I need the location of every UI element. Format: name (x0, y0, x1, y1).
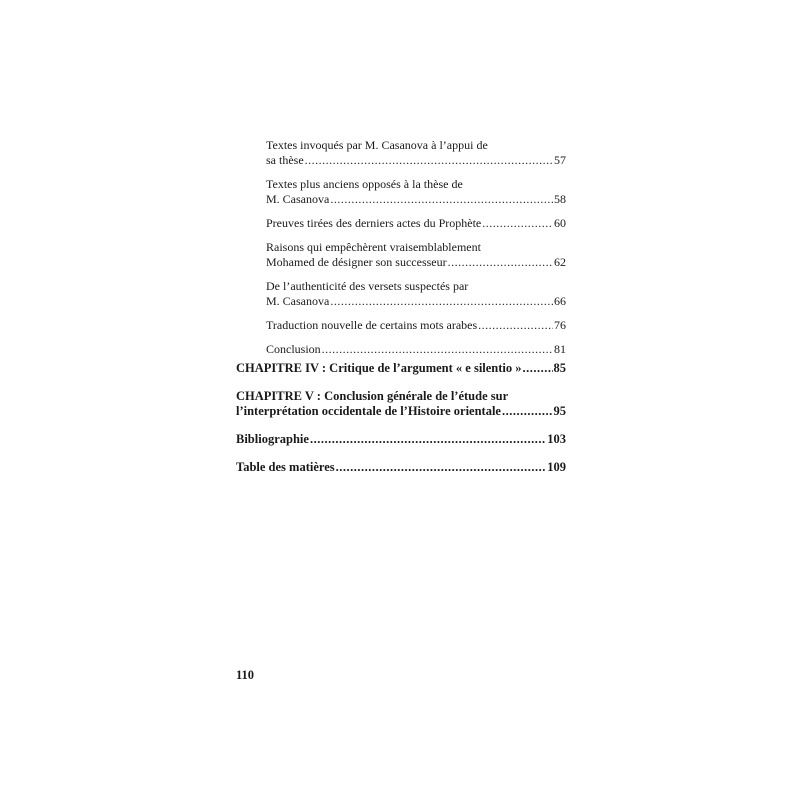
toc-entry-title-line1: Textes plus anciens opposés à la thèse de (266, 177, 463, 191)
toc-entry-title-line1: Raisons qui empêchèrent vraisemblablement (266, 240, 481, 254)
toc-page-number: 57 (554, 153, 566, 167)
toc-entry-textes-invoques[interactable] (266, 138, 566, 168)
leader-dots (330, 294, 553, 309)
table-of-contents (236, 138, 566, 475)
leader-dots (478, 318, 553, 333)
toc-page-number: 60 (554, 216, 566, 230)
toc-entry-title: M. Casanova (266, 192, 330, 206)
toc-entry-conclusion[interactable] (266, 342, 566, 357)
toc-entry-title: Bibliographie (236, 432, 309, 446)
toc-page-number: 62 (554, 255, 566, 269)
toc-entry-textes-anciens[interactable] (266, 177, 566, 207)
toc-entry-raisons[interactable] (266, 240, 566, 270)
toc-entry-title: l’interprétation occidentale de l’Histoire orientale (236, 404, 501, 418)
toc-entry-title: Mohamed de désigner son successeur (266, 255, 447, 269)
leader-dots (523, 361, 553, 376)
toc-page-number: 85 (553, 361, 566, 375)
toc-page-number: 109 (547, 460, 566, 474)
toc-entry-title: M. Casanova (266, 294, 330, 308)
toc-page-number: 95 (553, 404, 566, 418)
toc-entry-traduction[interactable] (266, 318, 566, 333)
toc-entry-title-line1: CHAPITRE V : Conclusion générale de l’étude sur (236, 389, 509, 403)
toc-page-number: 103 (547, 432, 566, 446)
toc-page-number: 66 (554, 294, 566, 308)
toc-entry-title-line1: Textes invoqués par M. Casanova à l’appui de (266, 138, 488, 152)
toc-entry-title: Preuves tirées des derniers actes du Prophète (266, 216, 482, 230)
leader-dots (502, 404, 553, 419)
leader-dots (330, 192, 553, 207)
toc-page-number: 58 (554, 192, 566, 206)
toc-entry-preuves[interactable] (266, 216, 566, 231)
leader-dots (448, 255, 553, 270)
page-number: 110 (236, 668, 255, 682)
toc-bibliographie[interactable] (236, 432, 566, 447)
toc-chapter-v[interactable] (236, 389, 566, 419)
leader-dots (305, 153, 553, 168)
leader-dots (322, 342, 553, 357)
toc-page-number: 76 (554, 318, 566, 332)
toc-entry-authenticite[interactable] (266, 279, 566, 309)
toc-entry-title-line1: De l’authenticité des versets suspectés par (266, 279, 469, 293)
leader-dots (482, 216, 553, 231)
toc-table-des-matieres[interactable] (236, 460, 566, 475)
leader-dots (336, 460, 547, 475)
toc-entry-title: CHAPITRE IV : Critique de l’argument « e silentio » (236, 361, 522, 375)
toc-entry-title: Traduction nouvelle de certains mots arabes (266, 318, 478, 332)
toc-page-number: 81 (554, 342, 566, 356)
toc-entry-title: Conclusion (266, 342, 321, 356)
toc-chapter-iv[interactable] (236, 361, 566, 376)
toc-entry-title: Table des matières (236, 460, 335, 474)
leader-dots (310, 432, 546, 447)
toc-entry-title: sa thèse (266, 153, 304, 167)
